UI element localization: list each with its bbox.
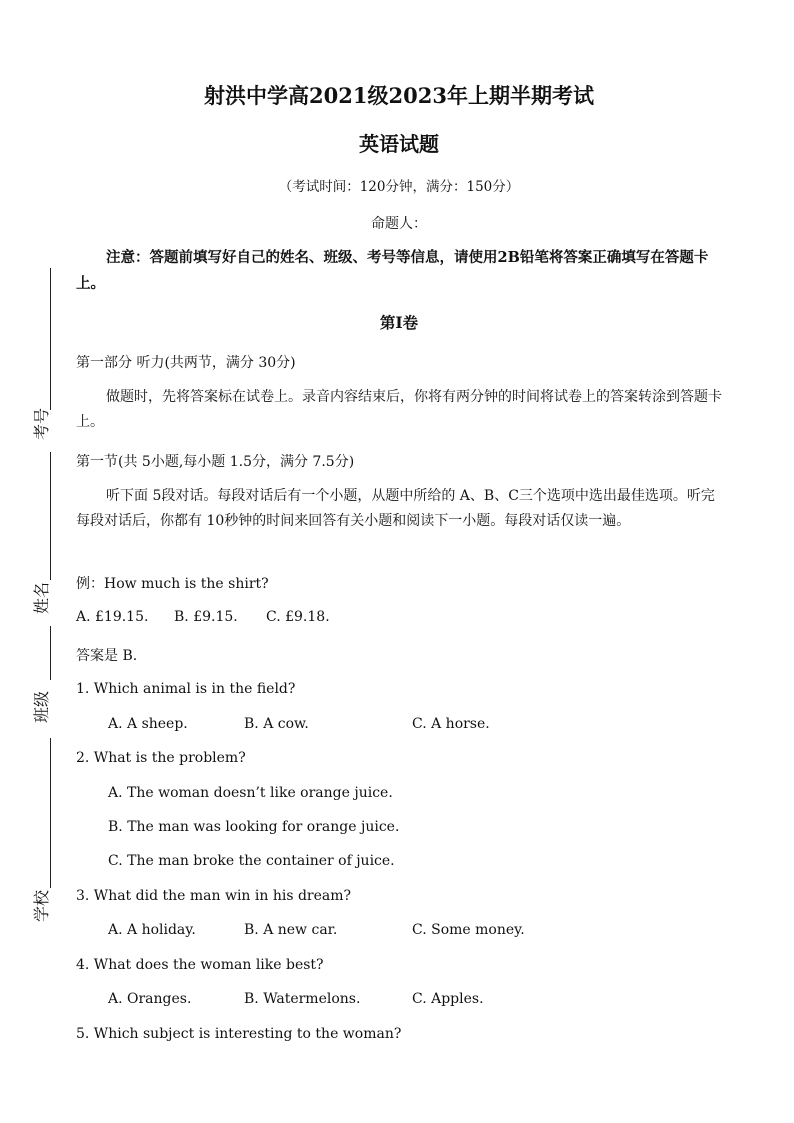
question-4-option-a: A. Oranges. bbox=[108, 991, 192, 1007]
question-2-option-c: C. The man broke the container of juice. bbox=[108, 853, 395, 869]
example-option-b: B. £9.15. bbox=[174, 609, 238, 625]
section1-heading: 第一节(共 5小题,每小题 1.5分，满分 7.5分) bbox=[76, 454, 355, 470]
exam-title: 射洪中学高2021级2023年上期半期考试 bbox=[204, 83, 594, 108]
question-2-option-b: B. The man was looking for orange juice. bbox=[108, 819, 400, 835]
question-2-option-a: A. The woman doesn’t like orange juice. bbox=[108, 785, 393, 801]
question-5: 5. Which subject is interesting to the woman? bbox=[76, 1026, 402, 1042]
question-3-option-c: C. Some money. bbox=[412, 922, 525, 938]
part1-heading: 第一部分 听力(共两节，满分 30分) bbox=[76, 355, 296, 371]
question-1-option-c: C. A horse. bbox=[412, 716, 490, 732]
volume-heading: 第I卷 bbox=[379, 313, 419, 332]
exam-notice: 注意：答题前填写好自己的姓名、班级、考号等信息，请使用2B铅笔将答案正确填写在答题卡上。 bbox=[76, 249, 709, 292]
question-2: 2. What is the problem? bbox=[76, 750, 246, 766]
margin-line bbox=[50, 738, 51, 888]
margin-line bbox=[50, 268, 51, 410]
example-answer: 答案是 B. bbox=[76, 648, 138, 664]
example-option-c: C. £9.18. bbox=[266, 609, 330, 625]
question-1-option-a: A. A sheep. bbox=[108, 716, 188, 732]
question-3-option-b: B. A new car. bbox=[244, 922, 338, 938]
example-question: 例：How much is the shirt? bbox=[76, 576, 269, 592]
example-option-a: A. £19.15. bbox=[76, 609, 149, 625]
part1-instruction: 做题时，先将答案标在试卷上。录音内容结束后，你将有两分钟的时间将试卷上的答案转涂到答题卡上。 bbox=[76, 389, 722, 430]
margin-line bbox=[50, 626, 51, 680]
exam-author: 命题人： bbox=[371, 216, 427, 232]
margin-name-label: 姓名 bbox=[32, 581, 51, 614]
margin-line bbox=[50, 452, 51, 580]
section1-instruction: 听下面 5段对话。每段对话后有一个小题，从题中所给的 A、B、C三个选项中选出最佳选项。听完每段对话后，你都有 10秒钟的时间来回答有关小题和阅读下一小题。每段对话仅读一遍。 bbox=[76, 488, 715, 529]
question-4-option-c: C. Apples. bbox=[412, 991, 484, 1007]
margin-school-label: 学校 bbox=[32, 889, 51, 922]
question-4: 4. What does the woman like best? bbox=[76, 957, 324, 973]
question-1: 1. Which animal is in the field? bbox=[76, 681, 296, 697]
exam-info: （考试时间：120分钟，满分：150分） bbox=[278, 179, 520, 195]
margin-class-label: 班级 bbox=[32, 690, 51, 723]
margin-exam-no-label: 考号 bbox=[32, 407, 51, 440]
question-1-option-b: B. A cow. bbox=[244, 716, 309, 732]
question-3-option-a: A. A holiday. bbox=[108, 922, 196, 938]
exam-subtitle: 英语试题 bbox=[359, 132, 439, 156]
question-4-option-b: B. Watermelons. bbox=[244, 991, 361, 1007]
question-3: 3. What did the man win in his dream? bbox=[76, 888, 352, 904]
